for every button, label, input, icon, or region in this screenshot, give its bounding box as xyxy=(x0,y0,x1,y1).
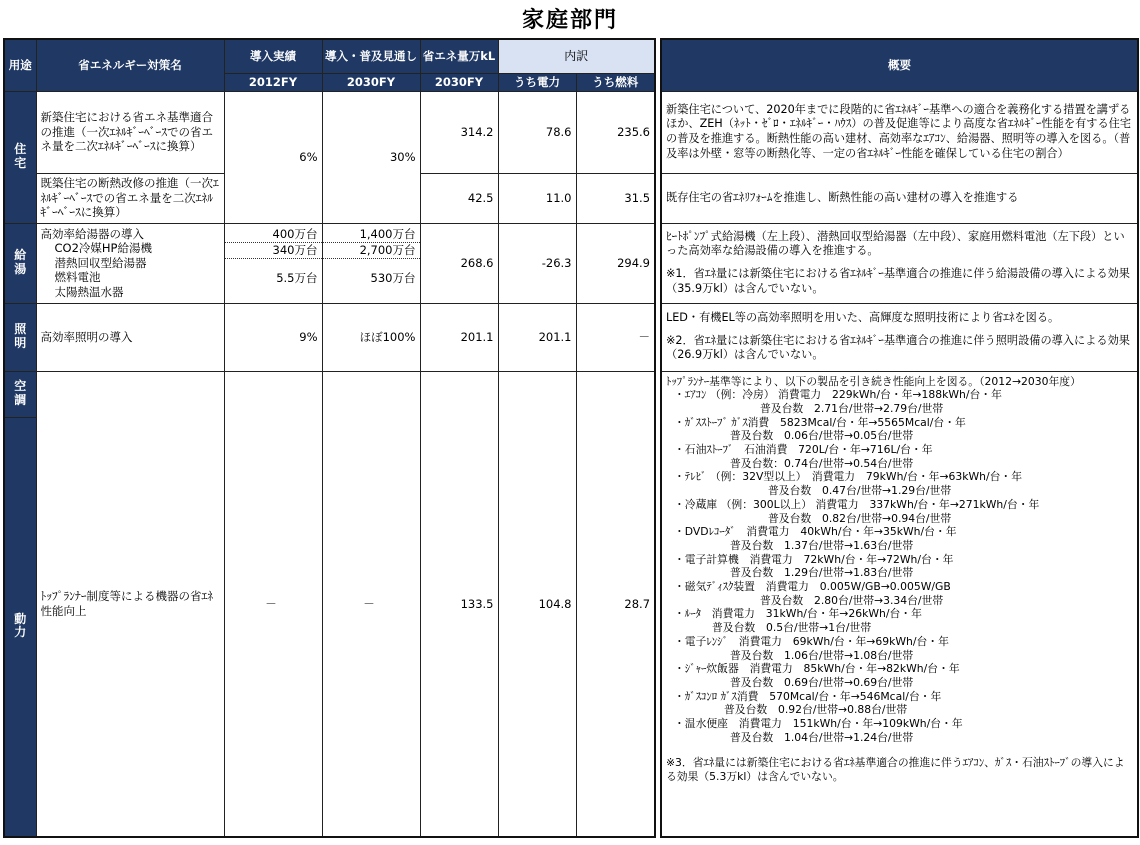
measure-lighting: 高効率照明の導入 xyxy=(36,303,224,371)
power-item-line: ・ﾙｰﾀ 消費電力 31kWh/台・年→26kWh/台・年 xyxy=(674,607,922,621)
light-actual: 9% xyxy=(224,303,322,371)
power-item-line: ・石油ｽﾄｰﾌﾞ 石油消費 720L/台・年→716L/台・年 xyxy=(674,443,933,457)
water-name-main: 高効率給湯器の導入 xyxy=(40,227,144,242)
existing-housing-fuel: 31.5 xyxy=(576,173,655,223)
light-outlook: ほぼ100% xyxy=(322,303,420,371)
desc-water xyxy=(661,223,1138,303)
header-fy2030-saving: 2030FY xyxy=(420,73,498,91)
existing-housing-saving: 42.5 xyxy=(420,173,498,223)
power-item-line: ・DVDﾚｺｰﾀﾞ 消費電力 40kWh/台・年→35kWh/台・年 xyxy=(674,525,957,539)
power-item-line: ・磁気ﾃﾞｨｽｸ装置 消費電力 0.005W/GB→0.005W/GB xyxy=(674,580,951,594)
power-item-line: ・ｴｱｺﾝ （例：冷房） 消費電力 229kWh/台・年→188kWh/台・年 xyxy=(674,388,1002,402)
water-name-a: CO2冷媒HP給湯機 xyxy=(54,241,152,256)
category-light: 照明 xyxy=(4,303,36,371)
header-yoto: 用途 xyxy=(4,39,36,91)
power-item-penetration: 普及台数 0.47台/世帯→1.29台/世帯 xyxy=(768,484,952,498)
new-housing-saving: 314.2 xyxy=(420,91,498,173)
light-desc-text: LED・有機EL等の高効率照明を用いた、高輝度な照明技術により省ｴﾈを図る。 xyxy=(666,311,1060,325)
housing-outlook: 30% xyxy=(322,91,420,223)
power-item-penetration: 普及台数 2.80台/世帯→3.34台/世帯 xyxy=(760,593,944,607)
category-housing: 住宅 xyxy=(4,91,36,223)
power-note: ※3．省ｴﾈ量には新築住宅における省ｴﾈ基準適合の推進に伴うｴｱｺﾝ、ｶﾞｽ・石油ｽﾄｰﾌﾞの導入による効果（5.3万kl）は含んでいない。 xyxy=(666,756,1125,784)
light-note: ※2．省ｴﾈ量には新築住宅における省ｴﾈﾙｷﾞｰ基準適合の推進に伴う照明設備の導入による効果（26.9万kl）は含んでいない。 xyxy=(666,333,1130,362)
header-elec: うち電力 xyxy=(498,73,576,91)
power-item-penetration: 普及台数 0.82台/世帯→0.94台/世帯 xyxy=(768,511,952,525)
water-fuel: 294.9 xyxy=(576,223,655,303)
desc-new-housing: 新築住宅について、2020年までに段階的に省ｴﾈﾙｷﾞｰ基準への適合を義務化する措置を講ずるほか、ZEH（ﾈｯﾄ・ｾﾞﾛ・ｴﾈﾙｷﾞｰ・ﾊｳｽ）の普及促進等により高度な省ｴﾈﾙｷﾞｰ性能を有する住宅の普及を推進する。断熱性能の高い建材、高効率なｴｱｺﾝ、給湯器、照明等の導入を図る。（普及率は外壁・窓等の断熱化等、一定の省ｴﾈﾙｷﾞｰ性能を確保している住宅の割合） xyxy=(661,91,1138,173)
water-name-c: 燃料電池 xyxy=(54,270,101,285)
water-saving: 268.6 xyxy=(420,223,498,303)
power-item-penetration: 普及台数 1.06台/世帯→1.08台/世帯 xyxy=(730,648,914,662)
power-saving: 133.5 xyxy=(420,371,498,837)
power-item-line: ・電子計算機 消費電力 72kWh/台・年→72Wh/台・年 xyxy=(674,552,954,566)
power-item-penetration: 普及台数 0.06台/世帯→0.05台/世帯 xyxy=(730,429,914,443)
existing-housing-elec: 11.0 xyxy=(498,173,576,223)
power-elec: 104.8 xyxy=(498,371,576,837)
water-actual-divider xyxy=(225,258,322,271)
water-desc-text: ﾋｰﾄﾎﾟﾝﾌﾟ式給湯機（左上段）、潜熱回収型給湯器（左中段）、家庭用燃料電池（左下段）といった高効率な給湯設備の導入を推進する。 xyxy=(666,229,1125,258)
measure-new-housing: 新築住宅における省エネ基準適合の推進（一次ｴﾈﾙｷﾞｰﾍﾞｰｽでの省エネ量を二次ｴﾈﾙｷﾞｰﾍﾞｰｽに換算） xyxy=(36,91,224,173)
power-item-line: ・ﾃﾚﾋﾞ （例：32V型以上） 消費電力 79kWh/台・年→63kWh/台・年 xyxy=(674,470,1023,484)
power-item-line: ・冷蔵庫 （例：300L以上） 消費電力 337kWh/台・年→271kWh/台・年 xyxy=(674,497,1040,511)
desc-power xyxy=(661,371,1138,837)
water-actual-c: 5.5万台 xyxy=(276,270,318,285)
water-name-d: 太陽熱温水器 xyxy=(54,284,124,299)
desc-light xyxy=(661,303,1138,371)
header-breakdown: 内訳 xyxy=(498,39,655,73)
header-saving: 省エネ量万kL xyxy=(420,39,498,73)
power-item-penetration: 普及台数 0.69台/世帯→0.69台/世帯 xyxy=(730,675,914,689)
water-outlook-b: 2,700万台 xyxy=(323,242,420,258)
water-actual xyxy=(224,223,322,303)
header-fuel: うち燃料 xyxy=(576,73,655,91)
page-title: 家庭部門 xyxy=(521,8,618,33)
desc-existing-housing: 既存住宅の省ｴﾈﾘﾌｫｰﾑを推進し、断熱性能の高い建材の導入を推進する xyxy=(661,173,1138,223)
power-item-line: ・ｶﾞｽｽﾄｰﾌﾞ ｶﾞｽ消費 5823Mcal/台・年→5565Mcal/台・年 xyxy=(674,415,966,429)
measure-water-heater xyxy=(36,223,224,303)
header-summary: 概要 xyxy=(661,39,1138,91)
header-measure: 省エネルギー対策名 xyxy=(36,39,224,91)
category-water: 給湯 xyxy=(4,223,36,303)
power-item-penetration: 普及台数 1.29台/世帯→1.83台/世帯 xyxy=(730,566,914,580)
water-outlook-c: 530万台 xyxy=(370,270,416,285)
power-fuel: 28.7 xyxy=(576,371,655,837)
measure-top-runner: ﾄｯﾌﾟﾗﾝﾅｰ制度等による機器の省ｴﾈ性能向上 xyxy=(36,371,224,837)
power-actual: － xyxy=(224,371,322,837)
power-item-line: ・電子ﾚﾝｼﾞ 消費電力 69kWh/台・年→69kWh/台・年 xyxy=(674,634,949,648)
power-item-penetration: 普及台数 0.92台/世帯→0.88台/世帯 xyxy=(724,703,908,717)
header-fy2012: 2012FY xyxy=(224,73,322,91)
water-elec: -26.3 xyxy=(498,223,576,303)
water-outlook-divider xyxy=(323,258,420,271)
water-note: ※1．省ｴﾈ量には新築住宅における省ｴﾈﾙｷﾞｰ基準適合の推進に伴う給湯設備の導入による効果（35.9万kl）は含んでいない。 xyxy=(666,267,1130,295)
category-ac: 空調 xyxy=(4,371,36,417)
measures-table xyxy=(3,38,656,838)
summary-table xyxy=(660,38,1139,838)
water-outlook-a: 1,400万台 xyxy=(359,226,416,241)
power-item-penetration: 普及台数 2.71台/世帯→2.79台/世帯 xyxy=(760,401,944,415)
header-actual: 導入実績 xyxy=(224,39,322,73)
power-item-line: ・温水便座 消費電力 151kWh/台・年→109kWh/台・年 xyxy=(674,717,963,731)
new-housing-elec: 78.6 xyxy=(498,91,576,173)
water-name-b: 潜熱回収型給湯器 xyxy=(54,255,147,270)
light-fuel: － xyxy=(576,303,655,371)
header-outlook: 導入・普及見通し xyxy=(322,39,420,73)
light-saving: 201.1 xyxy=(420,303,498,371)
light-elec: 201.1 xyxy=(498,303,576,371)
new-housing-fuel: 235.6 xyxy=(576,91,655,173)
power-item-line: ・ｼﾞｬｰ炊飯器 消費電力 85kWh/台・年→82kWh/台・年 xyxy=(674,662,960,676)
power-item-penetration: 普及台数 1.37台/世帯→1.63台/世帯 xyxy=(730,538,914,552)
power-item-penetration: 普及台数：0.74台/世帯→0.54台/世帯 xyxy=(730,456,914,470)
water-actual-a: 400万台 xyxy=(272,226,318,241)
power-item-line: ・ｶﾞｽｺﾝﾛ ｶﾞｽ消費 570Mcal/台・年→546Mcal/台・年 xyxy=(674,689,942,703)
category-power: 動力 xyxy=(4,417,36,837)
housing-actual: 6% xyxy=(224,91,322,223)
water-outlook xyxy=(322,223,420,303)
power-outlook: － xyxy=(322,371,420,837)
header-fy2030: 2030FY xyxy=(322,73,420,91)
power-item-list xyxy=(666,388,1133,744)
power-item-penetration: 普及台数 0.5台/世帯→1台/世帯 xyxy=(712,621,872,635)
power-intro: ﾄｯﾌﾟﾗﾝﾅｰ基準等により、以下の製品を引き続き性能向上を図る。（2012→2030年度） xyxy=(666,374,1081,388)
measure-existing-housing: 既築住宅の断熱改修の推進（一次ｴﾈﾙｷﾞｰﾍﾞｰｽでの省エネ量を二次ｴﾈﾙｷﾞｰﾍﾞｰｽに換算） xyxy=(36,173,224,223)
power-item-penetration: 普及台数 1.04台/世帯→1.24台/世帯 xyxy=(730,730,914,744)
water-actual-b: 340万台 xyxy=(225,242,322,258)
